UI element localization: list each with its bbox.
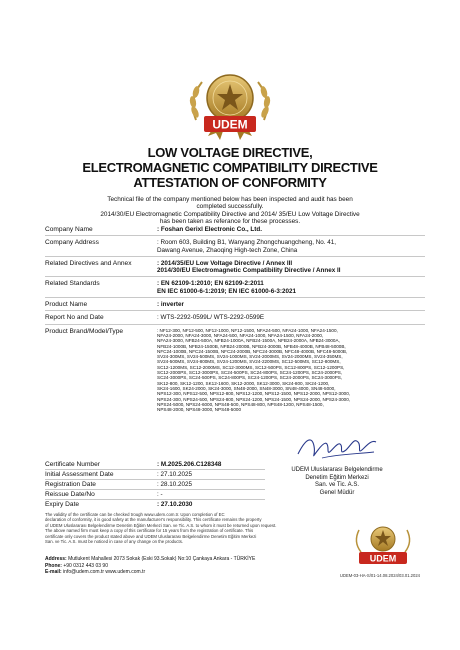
footer-line-4: The above named firm must keep a copy of this certificate for 15 years from the registration of certificate. This	[45, 528, 254, 534]
expiry-label: Expiry Date	[45, 501, 80, 508]
registration-label: Registration Date	[45, 481, 96, 488]
registration-row	[45, 480, 265, 489]
model-list-line: NFA24-3000, NFB24-500A, NFB24-1000A, NFB24-1500A, NFB24-2000A, NFB24-3000A,	[157, 338, 340, 344]
standards-line-1: : EN 62109-1:2010; EN 62109-2:2011	[157, 280, 264, 288]
model-list-line: SC12-1200MS, SC12-2000MS, SC12-3000MS, SC12-500PS, SC12-800PS, SC12-1200PS,	[157, 364, 345, 370]
directive-line-2: 2014/30/EU Electromagnetic Compatibility Directive / Annex II	[157, 267, 341, 275]
directive-line-1: : 2014/35/EU Low Voltage Directive / Annex III	[157, 259, 293, 267]
model-list-line: SC24-3000PS, SC24-500PS, SC24-800PS, SC24-1200PS, SC24-2000PS, SC24-3000PS,	[157, 375, 343, 381]
signature-line-4: Genel Müdür	[319, 489, 355, 496]
svg-text:UDEM: UDEM	[212, 117, 248, 132]
initial-assessment-label: Initial Assessment Date	[45, 471, 114, 478]
udem-bottom-logo	[343, 524, 423, 570]
footer-line-5: certificate only covers the product stated above and UDEM Uluslararası Belgelendirme Denetim Eğitim Merkezi	[45, 533, 257, 539]
footer-line-1: The validity of the certificate can be checked trough www.udem.com.tr. Upon completion of EC	[45, 512, 225, 517]
model-list-line: NPS12-300, NPS12-500, NPS12-800, NPS12-1200, NPS12-1500, NPS12-2000, NPS12-3000,	[157, 391, 351, 397]
reissue-row	[45, 490, 265, 499]
initial-assessment-row	[45, 470, 265, 479]
intro-text	[30, 196, 430, 226]
handwritten-signature	[292, 430, 382, 464]
company-name-row	[45, 226, 425, 233]
intro-line-3: 2014/30/EU Electromagnetic Compatibility Directive and 2014/ 35/EU Low Voltage Directive	[100, 210, 360, 218]
company-name-value: : Foshan Gerixl Electronic Co., Ltd.	[157, 226, 262, 233]
udem-seal-logo	[178, 70, 282, 146]
footer-line-2: declaration of conformity, it is good safety at the manufacturer's responsibility. This certificate remains the property	[45, 517, 262, 523]
certificate-number-row	[45, 460, 265, 469]
email-value[interactable]: info@udem.com.tr www.udem.com.tr	[63, 569, 146, 576]
intro-line-2: completed successfully.	[196, 203, 264, 211]
footer-line-3: of UDEM Uluslararası Belgelendirme Denetim Eğitim Merkezi San. ve Tic. A.S. to whom it must be returned upon request.	[45, 522, 277, 528]
intro-line-1: Technical file of the company mentioned below has been inspected and audit has been	[107, 196, 353, 203]
reissue-label: Reissue Date/No	[45, 491, 95, 498]
title-line-2: ELECTROMAGNETIC COMPATIBILITY DIRECTIVE	[82, 160, 378, 175]
model-list-line: NPS48-2000, NPS48-3000, NPS48-5000	[157, 407, 242, 413]
phone-value: +90 0312 443 03 90	[63, 562, 108, 569]
model-list-line: SC12-2000PS, SC12-3000PS, SC24-500PS, SC24-800PS, SC24-1200PS, SC24-2000PS,	[157, 370, 343, 376]
certificate-number-value: : M.2025.206.C128348	[157, 461, 222, 468]
model-list-line: : NF12-300, NF12-500, NF12-1000, NF12-1500, NFA24-500, NFA24-1000, NFA24-1500,	[157, 327, 338, 333]
standards-row	[45, 280, 425, 295]
directives-label: Related Directives and Annex	[45, 259, 132, 267]
model-list-line: NPS24-5000, NPS24-6000, NPS48-500, NPS48-800, NPS48-1200, NPS48-1500,	[157, 401, 324, 407]
company-address-line-2: Dawang Avenue, Zhaoqing High-tech Zone, China	[157, 246, 298, 254]
form-reference: UDEM-03-HA-S/01-14.08.2024/03.01.2024	[339, 573, 420, 578]
model-list-line: SV24-500MS, SV24-800MS, SV24-1200MS, SV24-2200MS, SC12-500MS, SC12-800MS,	[157, 359, 341, 365]
certificate-dates	[45, 460, 265, 509]
title-line-1: LOW VOLTAGE DIRECTIVE,	[147, 145, 313, 160]
model-list-line: NPS24-300, NPS24-500, NPS24-800, NPS24-1200, NPS24-1500, NPS24-2000, NPS24-3000,	[157, 396, 351, 402]
svg-text:UDEM: UDEM	[369, 553, 397, 564]
directives-row	[45, 260, 425, 275]
footer-line-6: San. ve Tic. A.S. must be noticed in case of any change on the products.	[45, 539, 184, 545]
standards-label: Related Standards	[45, 280, 100, 288]
certificate-title	[20, 145, 440, 190]
address-label: Address:	[45, 556, 67, 562]
signature-line-2: Denetim Eğitim Merkezi	[305, 474, 369, 481]
report-no-row	[45, 314, 425, 321]
certificate-fields	[45, 226, 425, 412]
email-label: E-mail:	[45, 569, 62, 576]
report-no-label: Report No and Date	[45, 314, 104, 322]
company-address-label: Company Address	[45, 239, 99, 247]
model-list-line: SV24-300MS, SV24-500MS, SV24-1000MS, SV24-2000MS, SV24-2000MS, SV24-350MS,	[157, 354, 343, 360]
signature-block	[262, 430, 412, 497]
brand-model-row	[45, 328, 425, 413]
model-list-line: SK24-1600, SK24-2000, SK24-3000, SN48-2000, SN48-3000, SN48-4000, SN48-5000,	[157, 385, 336, 391]
standards-line-2: EN IEC 61000-6-1:2019; EN IEC 61000-6-3:2021	[157, 287, 296, 295]
company-address-row	[45, 239, 425, 254]
initial-assessment-value: : 27.10.2025	[157, 471, 193, 478]
model-list-line: NFA24-2000, NFA24-3000, NFA24-500, NFA24-1000, NFA24-1500, NFA24-2000,	[157, 332, 324, 338]
signature-line-3: San. ve Tic. A.S.	[314, 482, 360, 489]
certificate-number-label: Certificate Number	[45, 461, 100, 468]
title-line-3: ATTESTATION OF CONFORMITY	[133, 175, 327, 190]
phone-label: Phone:	[45, 562, 62, 569]
expiry-value: : 27.10.2030	[157, 501, 193, 508]
model-list-line: NFB24-1000B, NFB24-1500B, NFB24-2000B, NFB24-3000B, NFB48-4000B, NFB48-5000B,	[157, 343, 346, 349]
address-value: Mutlukent Mahallesi 2073 Sokak (Eski 93.Sokak) No:10 Çankaya Ankara - TÜRKİYE	[68, 556, 256, 562]
intro-line-4: has been taken as referance for these processes.	[159, 218, 301, 226]
model-list-line: SK12-800, SK12-1200, SK12-1600, SK12-2000, SK12-3000, SK24-800, SK24-1200,	[157, 380, 330, 386]
product-name-row	[45, 301, 425, 308]
report-no-value: : WTS-2292-0599L/ WTS-2292-0599E	[157, 314, 265, 322]
registration-value: : 28.10.2025	[157, 481, 193, 488]
expiry-row	[45, 500, 265, 509]
model-list-line: NFC24-1000B, NFC24-1500B, NFC24-2000B, NFC24-3000B, NFC48-4000B, NFC48-5000B,	[157, 348, 348, 354]
product-name-label: Product Name	[45, 301, 88, 309]
product-name-value: : inverter	[157, 301, 184, 309]
company-name-label: Company Name	[45, 226, 93, 233]
signature-line-1: UDEM Uluslararası Belgelendirme	[291, 467, 383, 474]
brand-model-label: Product Brand/Model/Type	[45, 327, 124, 335]
model-list	[157, 328, 425, 413]
reissue-value: : -	[157, 491, 163, 498]
company-address-line-1: : Room 603, Building B1, Wanyang Zhongchuangcheng, No. 41,	[157, 239, 336, 247]
